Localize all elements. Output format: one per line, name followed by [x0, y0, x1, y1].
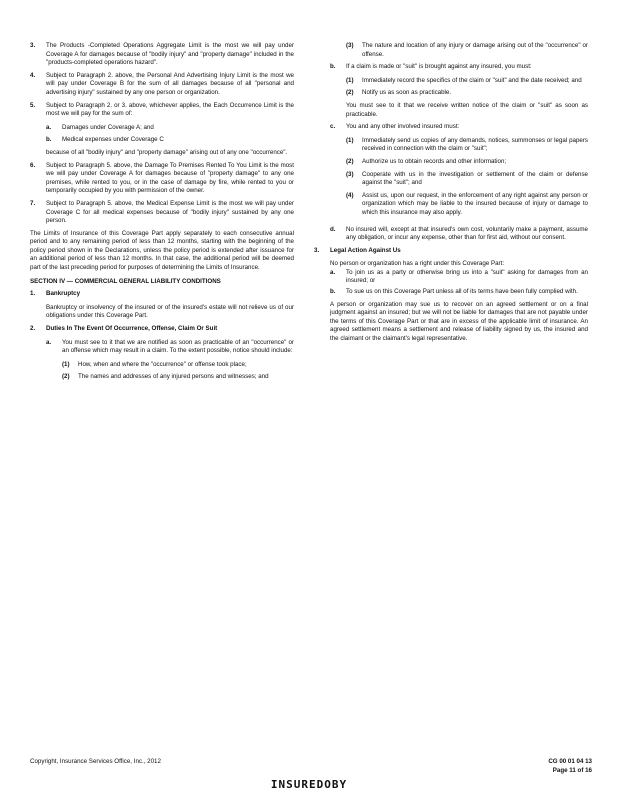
item-text: How, when and where the "occurrence" or offense took place;: [78, 360, 247, 368]
item-number: (2): [346, 89, 354, 97]
condition-title: Duties In The Event Of Occurrence, Offense, Claim Or Suit: [46, 325, 218, 333]
sub-item-a: [330, 269, 588, 286]
footer-copyright: Copyright, Insurance Services Office, Inc., 2012: [30, 758, 161, 765]
item-number: (2): [346, 157, 354, 165]
sub-item-d: [330, 226, 588, 243]
item-text: No insured will, except at that insured's own cost, voluntarily make a payment, assume any obligation, or incur any expense, other than for first aid, without our consent.: [346, 225, 588, 242]
item-number: a.: [46, 338, 52, 346]
sub-sub-item-2: [346, 89, 588, 98]
sub-item-b: [46, 136, 294, 145]
item-text: Cooperate with us in the investigation or settlement of the claim or defense against the "suit"; and: [362, 170, 588, 187]
sub-sub-item-1: [346, 77, 588, 86]
item-number: (3): [346, 170, 354, 178]
right-column: [314, 42, 588, 348]
limit-paragraph-6: [30, 162, 294, 196]
sub-sub-item-2: [62, 373, 294, 382]
item-tail-text: You must see to it that we receive written notice of the claim or "suit" as soon as practicable.: [346, 101, 588, 118]
condition-title: Bankruptcy: [46, 290, 81, 298]
left-column: [30, 42, 294, 394]
item-text: The nature and location of any injury or damage arising out of the "occurrence" or offense.: [362, 42, 588, 58]
limit-paragraph-7: [30, 200, 294, 226]
item-number: 3.: [314, 246, 320, 254]
item-number: c.: [330, 123, 336, 131]
watermark-text: INSUREDOBY: [270, 778, 348, 791]
item-text: No person or organization has a right under this Coverage Part:: [330, 260, 505, 268]
item-number: 6.: [30, 161, 36, 169]
item-text: Subject to Paragraph 2. above, the Personal And Advertising Injury Limit is the most we will pay under Coverage B for the sum of all damages because of all "personal and advertising injury" sustained by any one person or organization.: [46, 71, 294, 96]
item-tail-text: A person or organization may sue us to recover on an agreed settlement or on a final judgment against an insured; but we will not be liable for damages that are not payable under the terms of this Coverage Part or that are in excess of the applicable limit of insurance. An agreed settlement means a settlement and release of liability signed by us, the insured and the claimant or the claimant's legal representative.: [330, 300, 588, 343]
item-text: You and any other involved insured must:: [346, 123, 460, 131]
item-text: You must see to it that we are notified as soon as practicable of an "occurrence" or an offense which may result in a claim. To the extent possible, notice should include:: [62, 338, 294, 355]
item-number: a.: [330, 268, 336, 276]
condition-3: [314, 247, 588, 344]
sub-item-b: [330, 63, 588, 119]
item-number: 1.: [30, 290, 36, 298]
item-number: (2): [62, 373, 70, 381]
item-text: Assist us, upon our request, in the enforcement of any right against any person or organization which may be liable to the insured because of injury or damage to which this insurance may also apply.: [362, 191, 588, 216]
item-text: Immediately record the specifics of the claim or "suit" and the date received; and: [362, 76, 582, 84]
item-number: 5.: [30, 101, 36, 109]
limit-paragraph-3: [30, 42, 294, 68]
condition-1: [30, 290, 294, 321]
item-number: b.: [330, 63, 336, 71]
item-number: 3.: [30, 42, 36, 49]
item-number: 2.: [30, 325, 36, 333]
sub-sub-item-1: [62, 361, 294, 370]
condition-2: [30, 325, 294, 390]
item-text: Subject to Paragraph 2. or 3. above, whichever applies, the Each Occurrence Limit is the most we will pay for the sum of:: [46, 101, 294, 118]
item-number: (1): [62, 360, 70, 368]
item-number: (1): [346, 76, 354, 84]
item-text: The Products -Completed Operations Aggregate Limit is the most we will pay under Coverage A for damages because of "bodily injury" and "property damage" included in the "products-completed operations hazard".: [46, 42, 294, 67]
item-text: Subject to Paragraph 5. above, the Damage To Premises Rented To You Limit is the most we will pay under Coverage A for damages because of "property damage" to any one premises, while rented to you, or in the case of damage by fire, while rented to you or temporarily occupied by you with permission of the owner.: [46, 161, 294, 195]
item-number: 7.: [30, 199, 36, 207]
item-text: Damages under Coverage A; and: [62, 123, 154, 131]
item-text: To sue us on this Coverage Part unless all of its terms have been fully complied with.: [346, 288, 578, 296]
item-number: (4): [346, 191, 354, 199]
item-number: (1): [346, 136, 354, 144]
page-number: Page 11 of 16: [552, 766, 592, 774]
item-text: Medical expenses under Coverage C: [62, 136, 164, 144]
sub-sub-item-1: [346, 137, 588, 154]
item-text: Immediately send us copies of any demands, notices, summonses or legal papers received in connection with the claim or "suit";: [362, 136, 588, 153]
item-number: 4.: [30, 71, 36, 79]
item-text: Notify us as soon as practicable.: [362, 89, 452, 97]
item-text: Authorize us to obtain records and other information;: [362, 157, 507, 165]
item-text: If a claim is made or "suit" is brought against any insured, you must:: [346, 63, 532, 71]
item-number: a.: [46, 123, 52, 131]
sub-sub-item-4: [346, 192, 588, 218]
footer-form-info: [492, 758, 592, 775]
item-number: (3): [346, 42, 354, 49]
item-number: b.: [330, 288, 336, 296]
item-text: Subject to Paragraph 5. above, the Medical Expense Limit is the most we will pay under Coverage C for all medical expenses because of "bodily injury" sustained by any one person.: [46, 199, 294, 225]
limit-paragraph-5: [30, 102, 294, 158]
condition-title: Legal Action Against Us: [330, 246, 401, 254]
sub-item-b: [330, 288, 588, 297]
item-tail-text: because of all "bodily injury" and "property damage" arising out of any one "occurrence".: [46, 148, 288, 156]
item-text: Bankruptcy or insolvency of the insured or of the insured's estate will not relieve us of our obligations under this Coverage Part.: [46, 303, 294, 320]
item-text: The names and addresses of any injured persons and witnesses; and: [78, 373, 269, 381]
sub-sub-item-3: [346, 42, 588, 59]
limit-paragraph-4: [30, 72, 294, 98]
form-number: CG 00 01 04 13: [548, 758, 592, 765]
item-text: To join us as a party or otherwise bring us into a "suit" asking for damages from an insured; or: [346, 268, 588, 285]
section-heading: SECTION IV — COMMERCIAL GENERAL LIABILITY CONDITIONS: [30, 277, 221, 285]
item-number: b.: [46, 136, 52, 144]
item-number: d.: [330, 225, 336, 233]
sub-sub-item-2: [346, 158, 588, 167]
sub-item-a: [46, 124, 294, 133]
limits-annual-paragraph: The Limits of Insurance of this Coverage Part apply separately to each consecutive annual period and to any remaining period of less than 12 months, starting with the beginning of the policy period shown in the Declarations, unless the policy period is extended after issuance for an additional period of less than 12 months. In that case, the additional period will be deemed part of the last preceding period for purposes of determining the Limits of Insurance.: [30, 229, 294, 272]
sub-sub-item-3: [346, 171, 588, 188]
sub-item-a: [46, 339, 294, 386]
sub-item-c: [330, 123, 588, 221]
